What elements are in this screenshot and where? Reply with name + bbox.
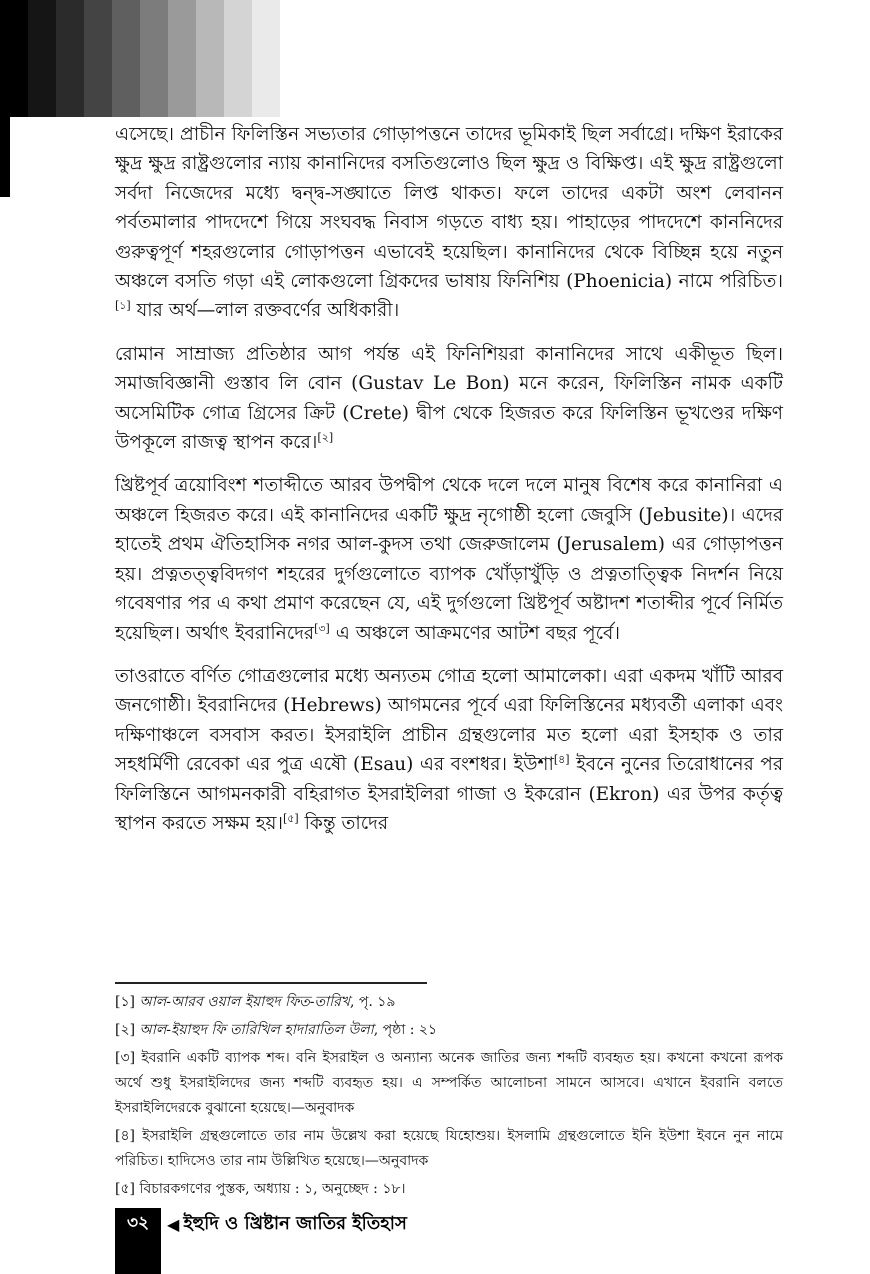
footnote-divider — [115, 982, 427, 984]
footnote-marker: [৩] — [115, 1050, 142, 1066]
footnote — [115, 990, 783, 1015]
footnote-text: , পৃষ্ঠা : ২১ — [373, 1022, 438, 1038]
footnote-marker: [৫] — [115, 1181, 140, 1197]
gray-swatch — [112, 0, 140, 117]
footnote-text: ইবরানি একটি ব্যাপক শব্দ। বনি ইসরাইল ও অন্যান্য অনেক জাতির জন্য শব্দটি ব্যবহৃত হয়। কখনো কখনো রূপক অর্থে শুধু ইসরাইলিদের জন্য শব্দটি ব্যবহৃত হয়। এ সম্পর্কিত আলোচনা সামনে আসবে। এখানে ইবরানি বলতে ইসরাইলিদেরকে বুঝানো হয়েছে।—অনুবাদক — [115, 1050, 783, 1116]
paragraph-text: যার অর্থ—লাল রক্তবর্ণের অধিকারী। — [130, 300, 400, 322]
left-arrow-icon: ◀ — [167, 1214, 180, 1234]
page-number: ৩২ — [115, 1208, 161, 1240]
paragraph-text: খ্রিষ্টপূর্ব ত্রয়োবিংশ শতাব্দীতে আরব উপদ্বীপ থেকে দলে দলে মানুষ বিশেষ করে কানানিরা এ অঞ্চলে হিজরত করে। এই কানানিদের একটি ক্ষুদ্র নৃগোষ্ঠী হলো জেবুসি (Jebusite)। এদের হাতেই প্রথম ঐতিহাসিক নগর আল-কুদস তথা জেরুজালেম (Jerusalem) এর গোড়াপত্তন হয়। প্রত্নতত্ত্ববিদগণ শহরের দুর্গগুলোতে ব্যাপক খোঁড়াখুঁড়ি ও প্রত্নতাত্ত্বিক নিদর্শন নিয়ে গবেষণার পর এ কথা প্রমাণ করেছেন যে, এই দুর্গগুলো খ্রিষ্টপূর্ব অষ্টাদশ শতাব্দীর পূর্বে নির্মিত হয়েছিল। অর্থাৎ ইবরানিদের — [115, 475, 783, 644]
gray-swatch — [196, 0, 224, 117]
footnote — [115, 1177, 783, 1202]
footnotes — [115, 990, 783, 1205]
paragraph-text: তাওরাতে বর্ণিত গোত্রগুলোর মধ্যে অন্যতম গোত্র হলো আমালেকা। এরা একদম খাঁটি আরব জনগোষ্ঠী। ইবরানিদের (Hebrews) আগমনের পূর্বে এরা ফিলিস্তিনের মধ্যবর্তী এলাকা এবং দক্ষিণাঞ্চলে বসবাস করত। ইসরাইলি প্রাচীন গ্রন্থগুলোর মত হলো এরা ইসহাক ও তার সহধর্মিণী রেবেকা এর পুত্র এষৌ (Esau) এর বংশধর। ইউশা — [115, 665, 783, 776]
footnote-reference[interactable]: [২] — [317, 430, 334, 444]
gray-swatch — [28, 0, 56, 117]
main-text — [115, 120, 783, 852]
footer-bar — [115, 1240, 161, 1274]
footnote — [115, 1018, 783, 1043]
footnote-source-title: আল-ইয়াহুদ ফি তারিখিল হাদারাতিল উলা — [139, 1022, 374, 1038]
footnote-reference[interactable]: [৩] — [314, 621, 330, 635]
gray-swatch — [252, 0, 280, 117]
gray-swatch — [140, 0, 168, 117]
paragraph — [115, 471, 783, 647]
footnote-text: ইসরাইলি গ্রন্থগুলোতে তার নাম উল্লেখ করা হয়েছে যিহোশুয়। ইসলামি গ্রন্থগুলোতে ইনি ইউশা ইবনে নুন নামে পরিচিত। হাদিসেও তার নাম উল্লিখিত হয়েছে।—অনুবাদক — [115, 1128, 783, 1169]
footnote-marker: [২] — [115, 1022, 140, 1038]
paragraph-text: এ অঞ্চলে আক্রমণের আটশ বছর পূর্বে। — [329, 622, 620, 644]
paragraph — [115, 340, 783, 458]
gray-swatch — [0, 0, 28, 117]
footnote-marker: [১] — [115, 994, 140, 1010]
paragraph-text: ইবনে নুনের তিরোধানের পর ফিলিস্তিনে আগমনকারী বহিরাগত ইসরাইলিরা গাজা ও ইকরোন (Ekron) এর উপর কর্তৃত্ব স্থাপন করতে সক্ষম হয়। — [115, 754, 783, 834]
gray-swatch — [56, 0, 84, 117]
footnote-source-title: আল-আরব ওয়াল ইয়াহুদ ফিত-তারিখ — [139, 994, 350, 1010]
paragraph — [115, 662, 783, 838]
paragraph-text: কিন্তু তাদের — [298, 812, 389, 834]
footnote — [115, 1046, 783, 1121]
paragraph-text: এসেছে। প্রাচীন ফিলিস্তিন সভ্যতার গোড়াপত্তনে তাদের ভূমিকাই ছিল সর্বাগ্রে। দক্ষিণ ইরাকের ক্ষুদ্র ক্ষুদ্র রাষ্ট্রগুলোর ন্যায় কানানিদের বসতিগুলোও ছিল ক্ষুদ্র ও বিক্ষিপ্ত। এই ক্ষুদ্র রাষ্ট্রগুলো সর্বদা নিজেদের মধ্যে দ্বন্দ্ব-সঙ্ঘাতে লিপ্ত থাকত। ফলে তাদের একটা অংশ লেবানন পর্বতমালার পাদদেশে গিয়ে সংঘবদ্ধ নিবাস গড়তে বাধ্য হয়। পাহাড়ের পাদদেশে কাননিদের গুরুত্বপূর্ণ শহরগুলোর গোড়াপত্তন এভাবেই হয়েছিল। কানানিদের থেকে বিচ্ছিন্ন হয়ে নতুন অঞ্চলে বসতি গড়া এই লোকগুলো গ্রিকদের ভাষায় ফিনিশিয় (Phoenicia) নামে পরিচিত। — [115, 124, 783, 293]
gray-swatch — [84, 0, 112, 117]
paragraph — [115, 120, 783, 326]
page-edge-bar — [0, 117, 10, 197]
footnote-reference[interactable]: [৪] — [553, 752, 570, 766]
footnote-marker: [৪] — [115, 1128, 143, 1144]
gray-swatch — [224, 0, 252, 117]
footnote-text: বিচারকগণের পুস্তক, অধ্যায় : ১, অনুচ্ছেদ : ১৮। — [139, 1181, 406, 1197]
gray-swatch — [280, 0, 308, 117]
book-title: ইহুদি ও খ্রিষ্টান জাতির ইতিহাস — [183, 1212, 407, 1234]
paragraph-text: রোমান সাম্রাজ্য প্রতিষ্ঠার আগ পর্যন্ত এই ফিনিশিয়রা কানানিদের সাথে একীভূত ছিল। সমাজবিজ্ঞানী গুস্তাব লি বোন (Gustav Le Bon) মনে করেন, ফিলিস্তিন নামক একটি অসেমিটিক গোত্র গ্রিসের ক্রিট (Crete) দ্বীপ থেকে হিজরত করে ফিলিস্তিন ভূখণ্ডের দক্ষিণ উপকূলে রাজত্ব স্থাপন করে। — [115, 343, 783, 454]
footnote — [115, 1124, 783, 1174]
page-footer — [115, 1208, 407, 1240]
footnote-reference[interactable]: [৫] — [283, 811, 299, 825]
footnote-reference[interactable]: [১] — [115, 299, 131, 313]
footnote-text: , পৃ. ১৯ — [350, 994, 396, 1010]
gray-swatch — [168, 0, 196, 117]
calibration-gray-strip — [0, 0, 308, 117]
